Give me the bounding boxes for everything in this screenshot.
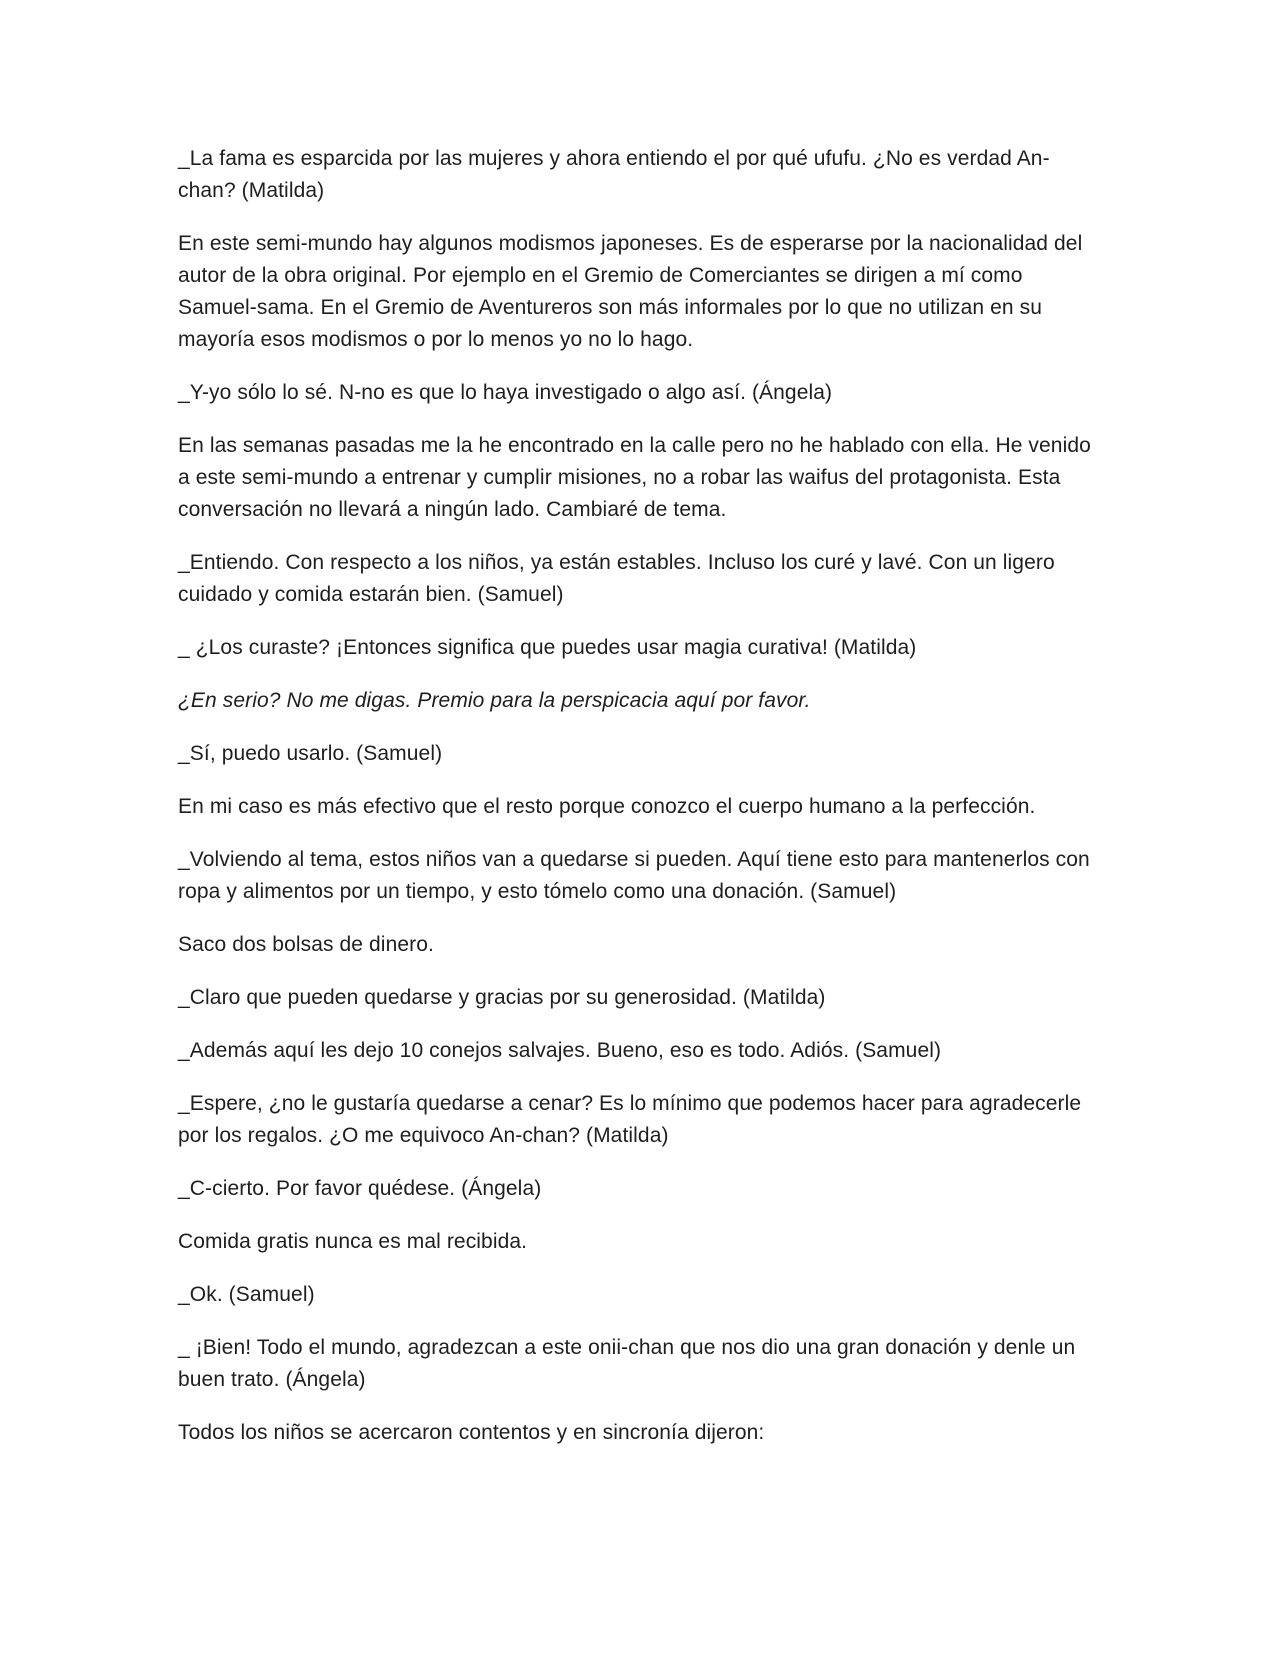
paragraph: Saco dos bolsas de dinero. bbox=[178, 933, 434, 956]
paragraph: _C-cierto. Por favor quédese. (Ángela) bbox=[178, 1177, 542, 1200]
paragraph: En este semi-mundo hay algunos modismos japoneses. Es de esperarse por la nacionalidad del autor de la obra original. Por ejemplo en el Gremio de Comerciantes se dirigen a mí como Samuel-sama. En el Gremio de Aventureros son más informales por lo que no utilizan en su mayoría esos modismos o por lo menos yo no lo hago. bbox=[178, 232, 1083, 351]
paragraph: _Claro que pueden quedarse y gracias por su generosidad. (Matilda) bbox=[178, 986, 826, 1009]
paragraph: _Volviendo al tema, estos niños van a quedarse si pueden. Aquí tiene esto para mantenerlos con ropa y alimentos por un tiempo, y esto tómelo como una donación. (Samuel) bbox=[178, 848, 1090, 903]
paragraph: _Además aquí les dejo 10 conejos salvajes. Bueno, eso es todo. Adiós. (Samuel) bbox=[178, 1039, 942, 1062]
paragraph: _Sí, puedo usarlo. (Samuel) bbox=[178, 742, 443, 765]
paragraph: En las semanas pasadas me la he encontrado en la calle pero no he hablado con ella. He venido a este semi-mundo a entrenar y cumplir misiones, no a robar las waifus del protagonista. Esta conversación no llevará a ningún lado. Cambiaré de tema. bbox=[178, 434, 1091, 521]
paragraph: _Ok. (Samuel) bbox=[178, 1283, 315, 1306]
paragraph: Comida gratis nunca es mal recibida. bbox=[178, 1230, 528, 1253]
paragraph: _Entiendo. Con respecto a los niños, ya están estables. Incluso los curé y lavé. Con un ligero cuidado y comida estarán bien. (Samuel) bbox=[178, 551, 1055, 606]
paragraph: _ ¡Bien! Todo el mundo, agradezcan a este onii-chan que nos dio una gran donación y denle un buen trato. (Ángela) bbox=[178, 1336, 1076, 1391]
paragraph: _Espere, ¿no le gustaría quedarse a cenar? Es lo mínimo que podemos hacer para agradecerle por los regalos. ¿O me equivoco An-chan? (Matilda) bbox=[178, 1092, 1082, 1147]
document-page bbox=[178, 143, 1100, 1470]
paragraph: En mi caso es más efectivo que el resto porque conozco el cuerpo humano a la perfección. bbox=[178, 795, 1036, 818]
paragraph-italic-thought: ¿En serio? No me digas. Premio para la perspicacia aquí por favor. bbox=[178, 689, 811, 712]
paragraph: _ ¿Los curaste? ¡Entonces significa que puedes usar magia curativa! (Matilda) bbox=[178, 636, 917, 659]
paragraph: _Y-yo sólo lo sé. N-no es que lo haya investigado o algo así. (Ángela) bbox=[178, 381, 833, 404]
paragraph: Todos los niños se acercaron contentos y en sincronía dijeron: bbox=[178, 1421, 765, 1444]
paragraph: _La fama es esparcida por las mujeres y ahora entiendo el por qué ufufu. ¿No es verdad An-chan? (Matilda) bbox=[178, 147, 1050, 202]
